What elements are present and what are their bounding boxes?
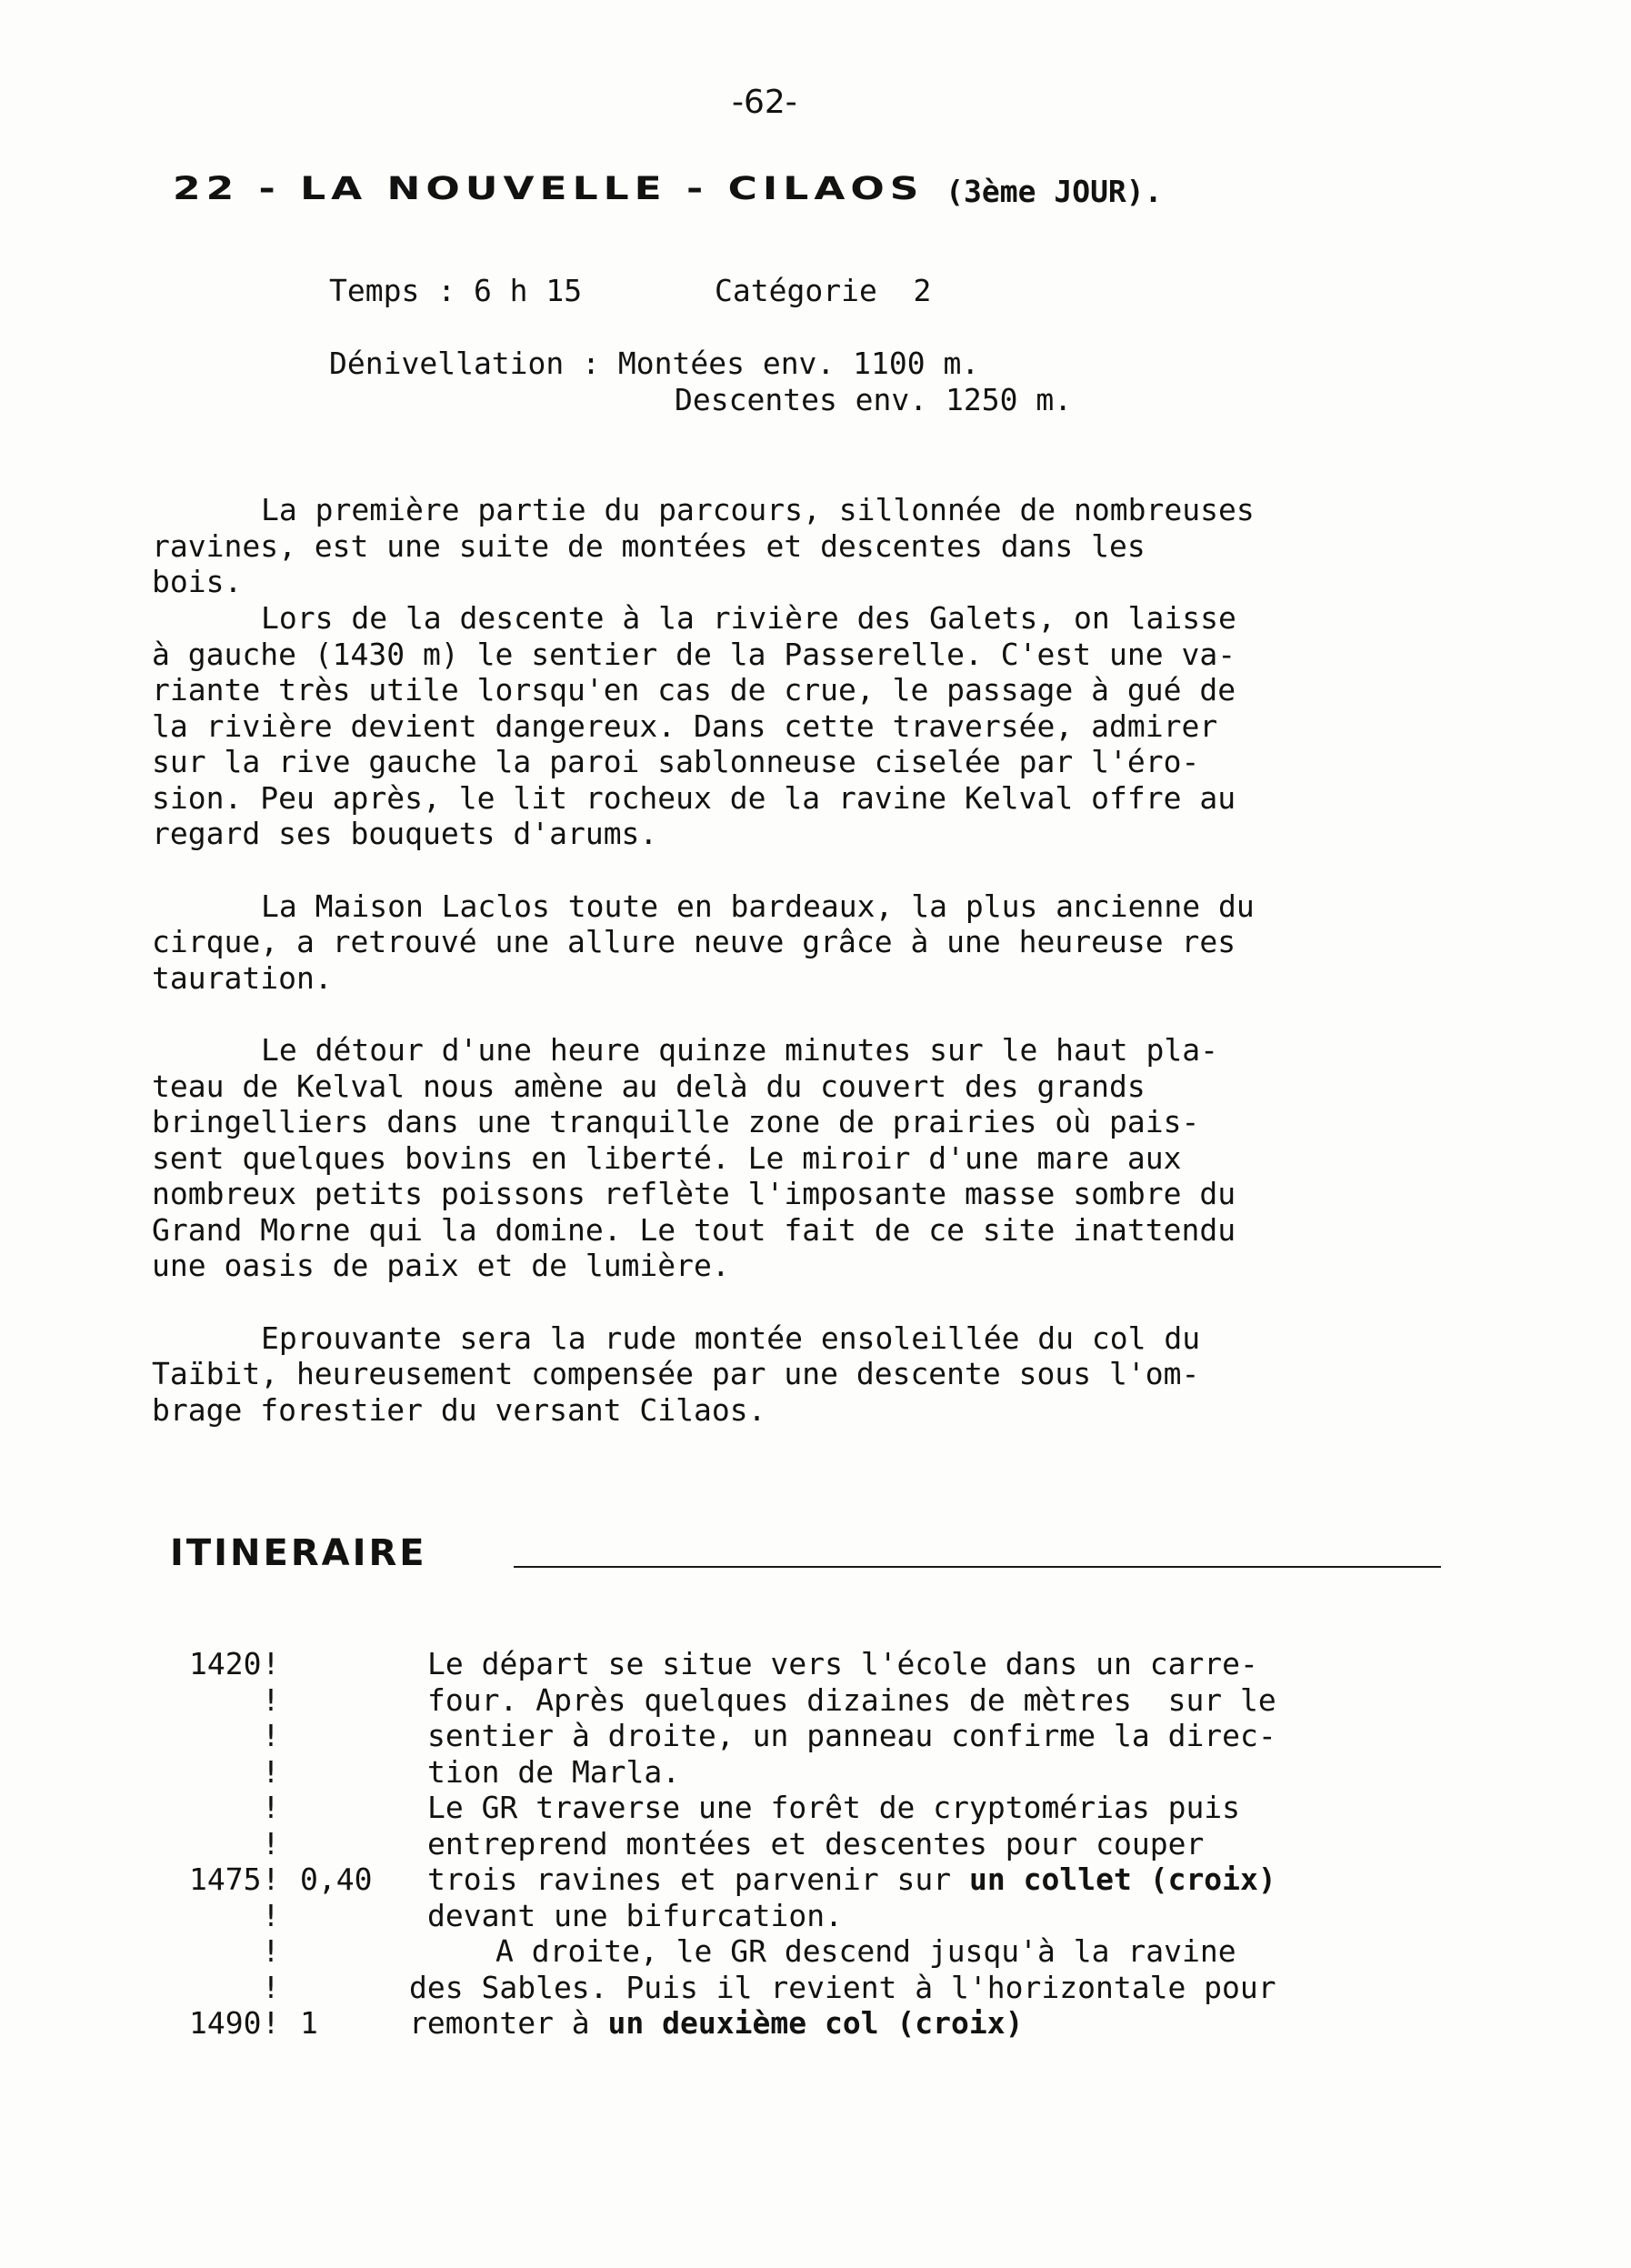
column-separator: ! — [262, 1646, 280, 1681]
paragraph-line: sent quelques bovins en liberté. Le miroir d'une mare aux — [152, 1140, 1182, 1176]
paragraph-line: sion. Peu après, le lit rocheux de la ravine Kelval offre au — [152, 780, 1236, 816]
elapsed-time: 1 — [300, 2005, 318, 2041]
paragraph-line: bois. — [152, 564, 243, 599]
itinerary-text: Le départ se situe vers l'école dans un carre- — [427, 1646, 1258, 1681]
column-separator: ! — [262, 1826, 280, 1862]
paragraph-line: tauration. — [152, 960, 333, 996]
itineraire-heading: ITINERAIRE — [170, 1532, 427, 1574]
paragraph-line: Grand Morne qui la domine. Le tout fait de ce site inattendu — [152, 1212, 1236, 1248]
itinerary-text: Le GR traverse une forêt de cryptomérias puis — [427, 1790, 1241, 1825]
itinerary-text-plain: trois ravines et parvenir sur — [427, 1862, 970, 1897]
column-separator: ! — [262, 1933, 280, 1969]
denivellation-text: Dénivellation : Montées env. 1100 m. — [329, 346, 980, 381]
paragraph-line: Taïbit, heureusement compensée par une descente sous l'om- — [152, 1356, 1200, 1391]
column-separator: ! — [262, 1718, 280, 1753]
temps-text: Temps : 6 h 15 — [329, 273, 583, 308]
paragraph-line: La première partie du parcours, sillonnée de nombreuses — [261, 492, 1255, 527]
title-main: 22 - LA NOUVELLE - CILAOS — [173, 170, 925, 207]
heading-underline — [514, 1566, 1441, 1568]
column-separator: ! — [262, 1970, 280, 2005]
column-separator: ! — [262, 2005, 280, 2041]
paragraph-line: teau de Kelval nous amène au delà du couvert des grands — [152, 1069, 1146, 1104]
column-separator: ! — [262, 1862, 280, 1897]
itinerary-text: four. Après quelques dizaines de mètres sur le — [427, 1682, 1276, 1718]
itinerary-text: A droite, le GR descend jusqu'à la ravine — [495, 1933, 1236, 1969]
paragraph-line: ravines, est une suite de montées et descentes dans les — [152, 528, 1146, 564]
itinerary-row — [0, 1682, 1631, 1719]
categorie-text: Catégorie 2 — [715, 273, 932, 308]
paragraph-line: regard ses bouquets d'arums. — [152, 816, 658, 851]
itinerary-landmark: un collet (croix) — [969, 1862, 1276, 1897]
itinerary-row — [0, 1933, 1631, 1970]
paragraph-line: une oasis de paix et de lumière. — [152, 1248, 730, 1283]
paragraph-line: nombreux petits poissons reflète l'imposante masse sombre du — [152, 1176, 1236, 1211]
itinerary-text — [427, 1862, 1276, 1897]
elapsed-time: 0,40 — [300, 1862, 373, 1897]
paragraph-line: cirque, a retrouvé une allure neuve grâce à une heureuse res — [152, 924, 1236, 959]
page-title — [173, 166, 1163, 212]
itinerary-text-suffix: (croix) — [878, 2005, 1024, 2041]
column-separator: ! — [262, 1754, 280, 1790]
itinerary-row — [0, 1646, 1631, 1682]
itinerary-row — [0, 1790, 1631, 1826]
column-separator: ! — [262, 1898, 280, 1933]
column-separator: ! — [262, 1790, 280, 1825]
paragraph-line: brage forestier du versant Cilaos. — [152, 1392, 766, 1428]
paragraph-line: bringelliers dans une tranquille zone de prairies où pais- — [152, 1104, 1200, 1139]
itinerary-text: devant une bifurcation. — [427, 1898, 843, 1933]
itinerary-row — [0, 1826, 1631, 1862]
itinerary-row — [0, 1970, 1631, 2006]
itinerary-row — [0, 2005, 1631, 2042]
itinerary-text — [409, 2005, 1024, 2041]
altitude: 1420 — [189, 1646, 262, 1681]
paragraph-line: La Maison Laclos toute en bardeaux, la plus ancienne du — [261, 888, 1255, 924]
itinerary-text: entreprend montées et descentes pour couper — [427, 1826, 1205, 1862]
itinerary-text: sentier à droite, un panneau confirme la direc- — [427, 1718, 1276, 1753]
paragraph-line: Eprouvante sera la rude montée ensoleillée du col du — [261, 1320, 1201, 1356]
itinerary-text: tion de Marla. — [427, 1754, 681, 1790]
page-number: -62- — [732, 84, 797, 121]
itinerary-row — [0, 1898, 1631, 1934]
itinerary-row — [0, 1718, 1631, 1754]
paragraph-line: Le détour d'une heure quinze minutes sur le haut pla- — [261, 1032, 1218, 1068]
itinerary-landmark: un deuxième col — [607, 2005, 879, 2041]
descentes-text: Descentes env. 1250 m. — [675, 382, 1073, 417]
title-day: (3ème JOUR). — [946, 174, 1163, 209]
paragraph-line: Lors de la descente à la rivière des Galets, on laisse — [261, 600, 1236, 636]
paragraph-line: sur la rive gauche la paroi sablonneuse ciselée par l'éro- — [152, 744, 1200, 779]
itinerary-text-plain: remonter à — [409, 2005, 608, 2041]
altitude: 1490 — [189, 2005, 262, 2041]
paragraph-line: à gauche (1430 m) le sentier de la Passerelle. C'est une va- — [152, 637, 1236, 672]
paragraph-line: riante très utile lorsqu'en cas de crue, le passage à gué de — [152, 672, 1236, 707]
paragraph-line: la rivière devient dangereux. Dans cette traversée, admirer — [152, 708, 1218, 744]
itinerary-row — [0, 1862, 1631, 1898]
itinerary-text: des Sables. Puis il revient à l'horizontale pour — [409, 1970, 1276, 2005]
column-separator: ! — [262, 1682, 280, 1718]
itinerary-row — [0, 1754, 1631, 1791]
altitude: 1475 — [189, 1862, 262, 1897]
